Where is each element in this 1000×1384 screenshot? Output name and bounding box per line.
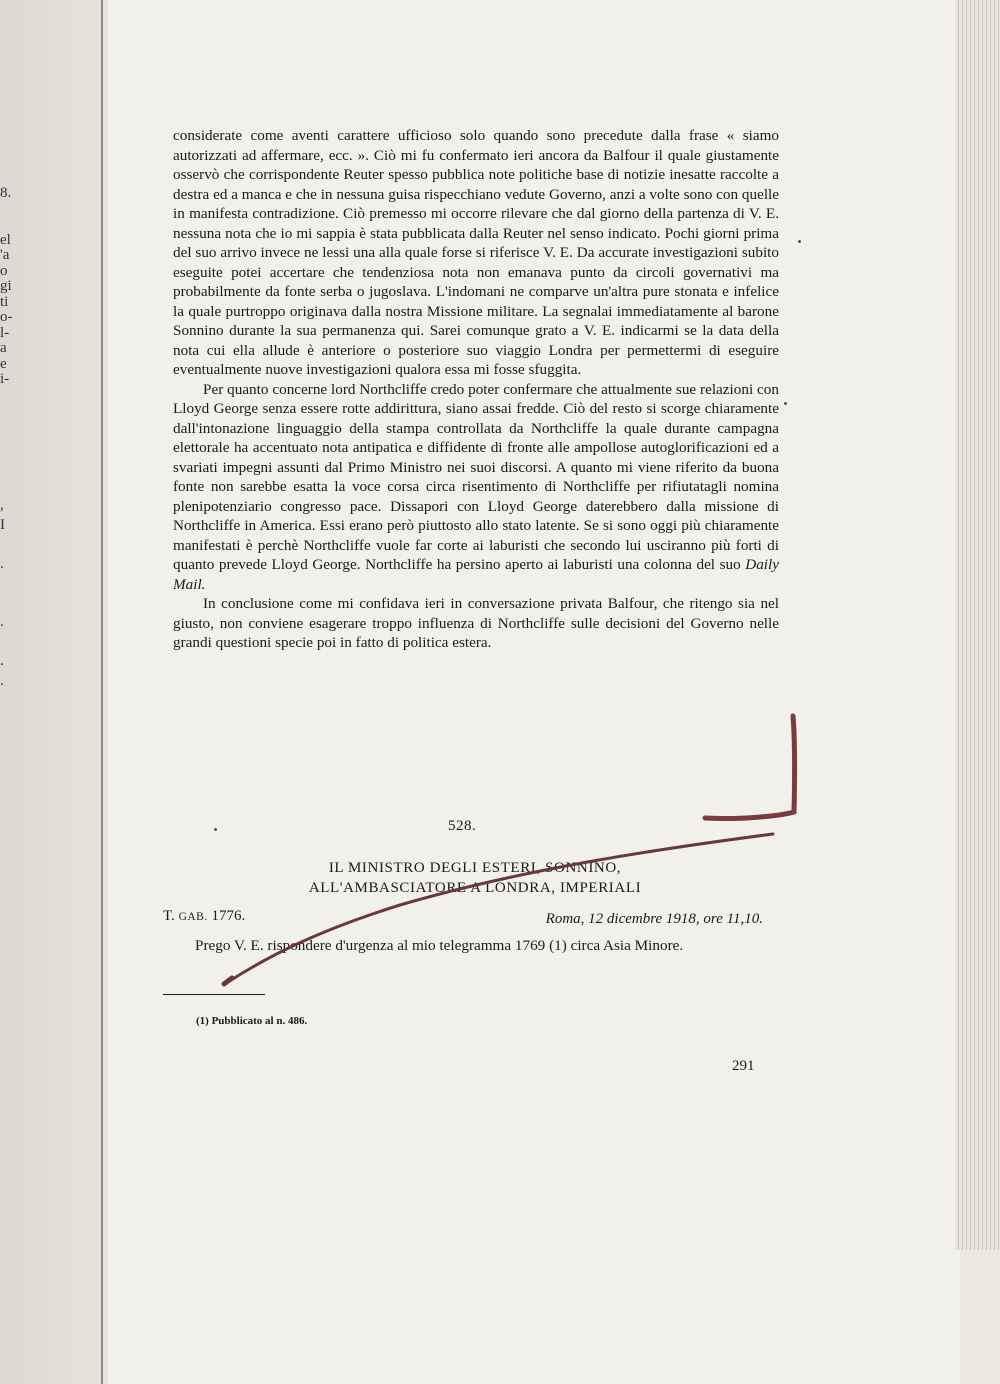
newspaper-name: Daily Mail.: [173, 556, 779, 593]
heading-sender: IL MINISTRO DEGLI ESTERI, SONNINO,: [328, 860, 622, 876]
strike-through-line: [228, 834, 773, 982]
margin-bracket-mark: [705, 716, 795, 819]
paragraph-conclusion: In conclusione come mi confidava ieri in conversazione privata Balfour, che ritengo sia nel giusto, non conviene esagerare troppo influenza di Northcliffe sulle decisioni del Governo nelle grandi questioni specie poi in fatto di politica estera.: [173, 595, 779, 651]
paragraph-reuter: considerate come aventi carattere ufficioso solo quando sono precedute dalla frase « siamo autorizzati ad affermare, ecc. ». Ciò mi fu confermato ieri ancora da Balfour il quale giustamente osservò che corrispondente Reuter spesso pubblica note politiche base di notizie inesatte raccolte a destra ed a manca e che in nessuna guisa rispecchiano vedute Governo, anzi a volte sono con quelle in manifesta contradizione. Ciò premesso mi occorre rilevare che dal giorno della partenza di V. E. nessuna nota che io mi sappia è stata pubblicata dalla Reuter nel senso indicato. Pochi giorni prima del suo arrivo invece ne lessi una alla quale forse si riferisce V. E. Da accurate investigazioni subito eseguite potei accertare che tendenziosa nota non emanava punto da circoli governativi ma probabilmente da fonte serba o jugoslava. L'indomani ne comparve un'altra pure stonata e infelice la quale purtroppo originava dalla nostra Missione militare. La segnalai immediatamente al barone Sonnino durante la sua permanenza qui. Sarei comunque grato a V. E. indicarmi se la data della nota cui ella allude è anteriore o posteriore suo viaggio Londra per permettermi di eseguire eventualmente nuove investigazioni qualora essa mi fosse sfuggita.: [173, 127, 779, 378]
left-margin-fragments-lower: , I . . . .: [0, 497, 5, 689]
heading-recipient: ALL'AMBASCIATORE A LONDRA, IMPERIALI: [308, 880, 642, 896]
paragraph-northcliffe-text: Per quanto concerne lord Northcliffe credo poter confermare che attualmente sue relazioni con Lloyd George senza essere rotte addirittura, siano assai fredde. Ciò del resto si scorge chiaramente dall'intonazione linguaggio della stampa controllata da Northcliffe la quale durante campagna elettorale ha accentuato nota antipatica e diffidente di fronte alle ampollose autoglorificazioni ed a svariati impegni assunti dal Primo Ministro nei suoi discorsi. A quanto mi viene riferito da buona fonte non sarebbe esatta la voce corsa circa risentimento di Northcliffe per rifiutatagli nomina plenipotenziario congresso pace. Dissapori con Lloyd George daterebbero dalla missione di Northcliffe in America. Essi erano però piuttosto allo stato latente. Se si sono oggi più chiaramente manifestati è perchè Northcliffe vuole far corte ai laburisti che secondo lui usciranno più forti di quanto prevede Lloyd George. Northcliffe ha persino aperto ai laburisti una colonna del suo: [173, 380, 779, 573]
left-margin-fragments-upper: 8. el 'a o gi ti o- l- a e i-: [0, 185, 13, 387]
place-date: Roma, 12 dicembre 1918, ore 11,10.: [545, 911, 763, 927]
page-number: 291: [732, 1058, 755, 1074]
telegram-code: T. GAB. 1776.: [163, 908, 246, 924]
telegram-text: Prego V. E. rispondere d'urgenza al mio telegramma 1769 (1) circa Asia Minore.: [195, 937, 684, 954]
strike-end-mark: [224, 978, 232, 984]
footnote: (1) Pubblicato al n. 486.: [196, 1015, 308, 1027]
ink-speck: [214, 828, 217, 831]
ink-speck: [798, 240, 801, 243]
document-number: 528.: [448, 818, 477, 834]
ink-speck: [784, 402, 787, 405]
